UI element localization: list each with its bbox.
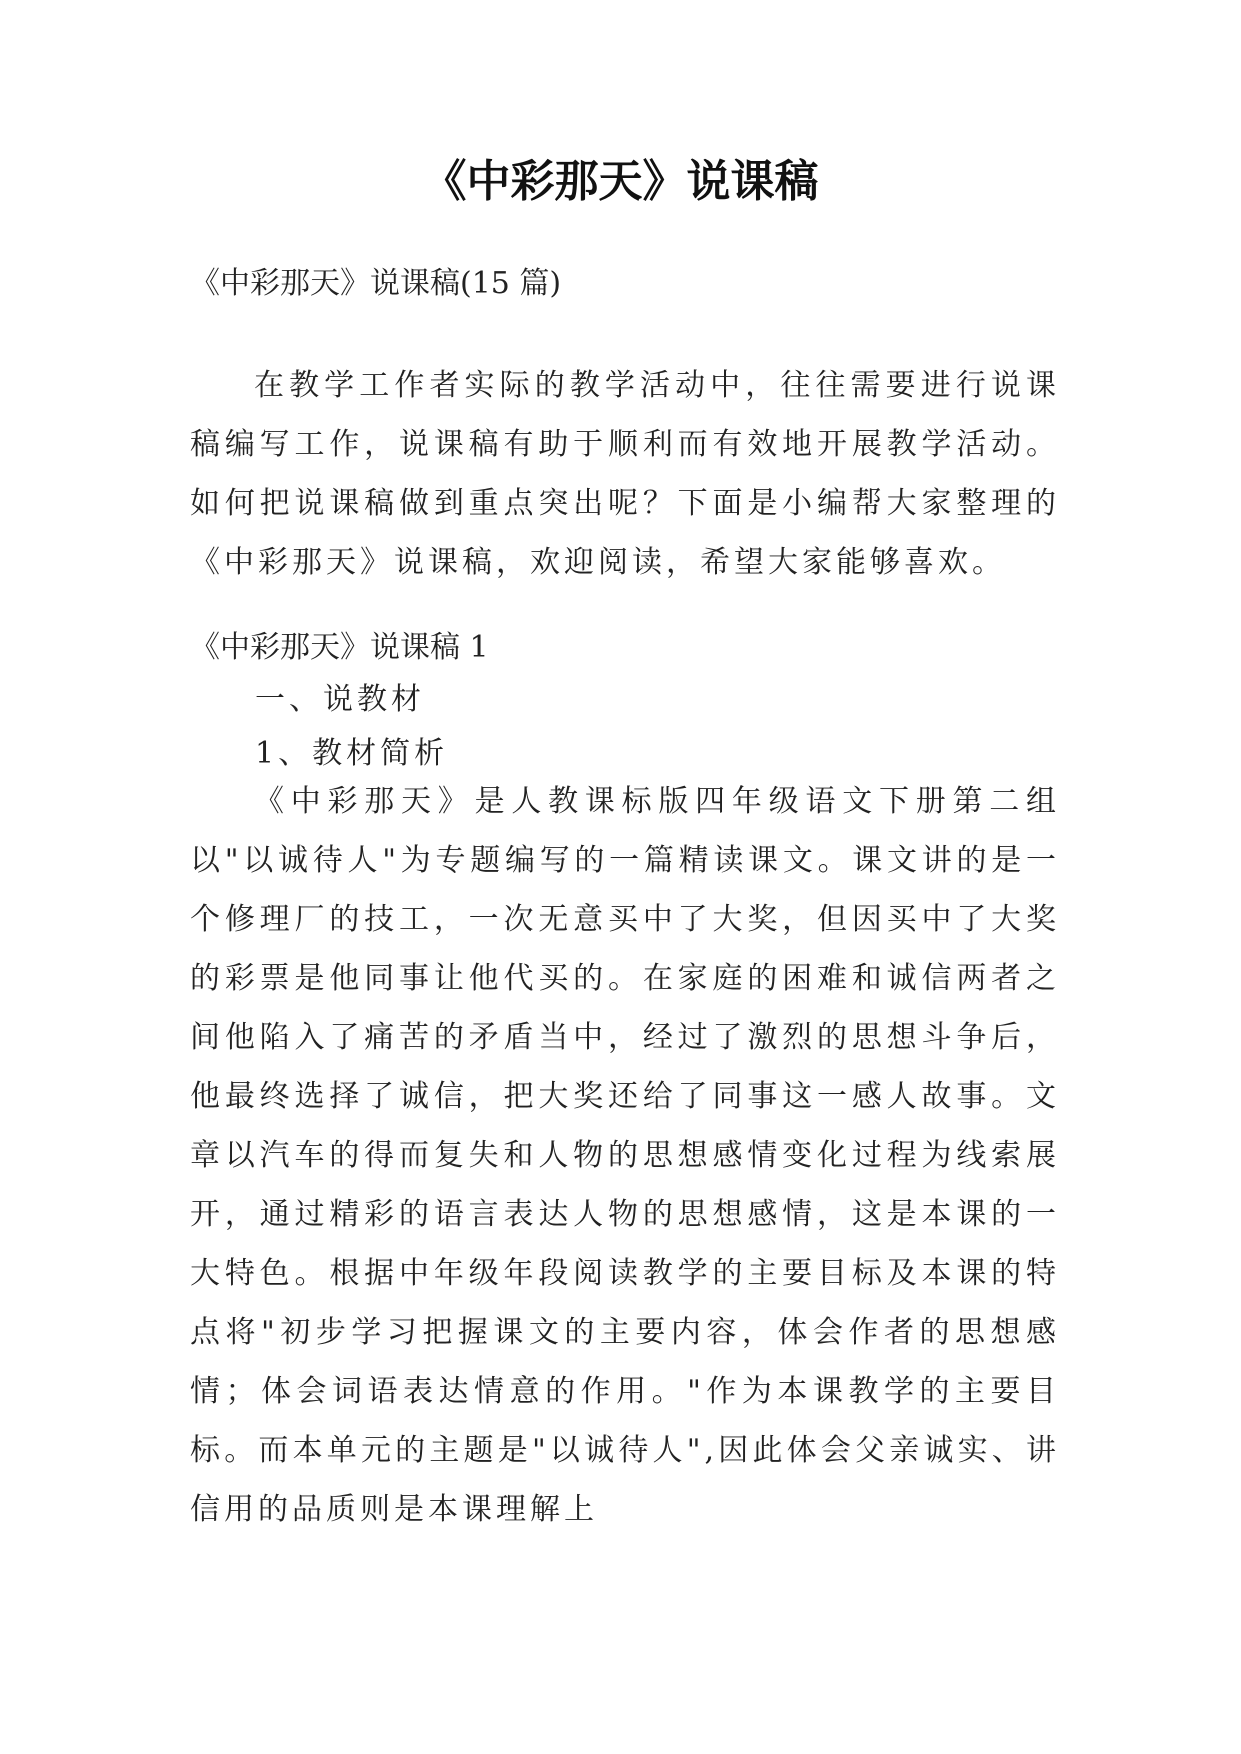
body-paragraph: 《中彩那天》是人教课标版四年级语文下册第二组以"以诚待人"为专题编写的一篇精读课文。课文讲的是一个修理厂的技工，一次无意买中了大奖，但因买中了大奖的彩票是他同事让他代买的。在家庭的困难和诚信两者之间他陷入了痛苦的矛盾当中，经过了激烈的思想斗争后，他最终选择了诚信，把大奖还给了同事这一感人故事。文章以汽车的得而复失和人物的思想感情变化过程为线索展开，通过精彩的语言表达人物的思想感情，这是本课的一大特色。根据中年级年段阅读教学的主要目标及本课的特点将"初步学习把握课文的主要内容，体会作者的思想感情；体会词语表达情意的作用。"作为本课教学的主要目标。而本单元的主题是"以诚待人",因此体会父亲诚实、讲信用的品质则是本课理解上	[190, 784, 1060, 1527]
heading-textbook-analysis: 1、教材简析	[255, 736, 449, 771]
document-subtitle: 《中彩那天》说课稿(15 篇)	[190, 266, 562, 301]
heading-textbook: 一、说教材	[255, 682, 425, 717]
intro-paragraph: 在教学工作者实际的教学活动中，往往需要进行说课稿编写工作，说课稿有助于顺利而有效地开展教学活动。如何把说课稿做到重点突出呢？下面是小编帮大家整理的《中彩那天》说课稿，欢迎阅读，希望大家能够喜欢。	[190, 368, 1060, 580]
section-title: 《中彩那天》说课稿 1	[190, 630, 489, 665]
document-title: 《中彩那天》说课稿	[422, 156, 819, 207]
